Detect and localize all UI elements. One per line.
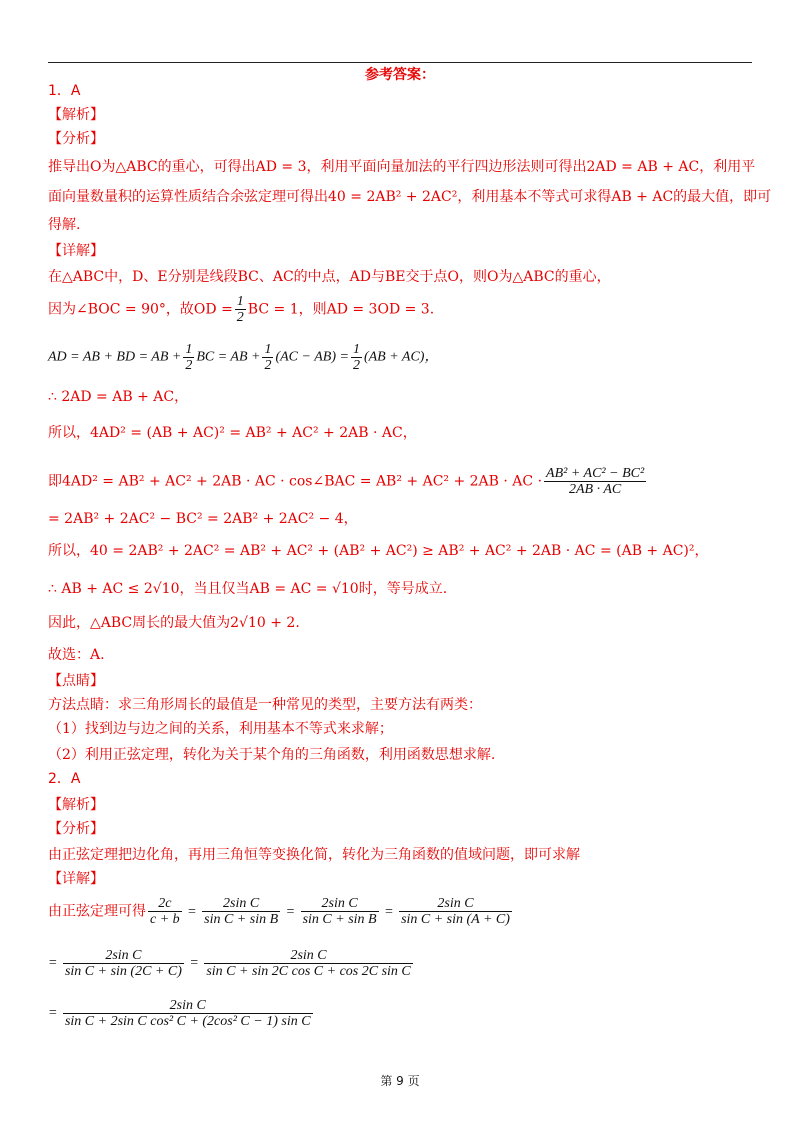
q1-detail-line-7: = 2AB² + 2AC² − BC² = 2AB² + 2AC² − 4， — [48, 511, 358, 527]
q1-analysis-line-1: 推导出O为△ABC的重心，可得出AD = 3，利用平面向量加法的平行四边形法则可得出2AD = AB + AC，利用平 — [48, 159, 756, 175]
q1-detail-line-10: 因此，△ABC周长的最大值为2√10 + 2. — [48, 615, 300, 631]
q1-d2-part-b: BC = 1，则AD = 3OD = 3. — [247, 301, 435, 318]
q1-d3-part-d: (AB + AC)， — [363, 349, 439, 365]
q1-d2-frac-den: 2 — [236, 310, 244, 325]
q1-tip-line-3: （2）利用正弦定理，转化为关于某个角的三角函数，利用函数思想求解. — [48, 747, 496, 763]
q1-detail-line-6 — [48, 466, 648, 497]
q1-xiangjie-tag: 【详解】 — [48, 243, 104, 259]
q2-e1-prefix: 由正弦定理可得 — [48, 903, 146, 920]
page-number: 第 9 页 — [380, 1074, 420, 1088]
answer-title: 参考答案： — [365, 67, 435, 83]
q1-analysis-line-3: 得解. — [48, 217, 81, 233]
header-rule — [48, 62, 752, 63]
q1-d6-part-a: 即4AD² = AB² + AC² + 2AB · AC · cos∠BAC = AB² + AC² + 2AB · AC · — [48, 473, 543, 490]
q2-e3-fraction-1: $\frac{\text{2sin C}}{\text{sin C + 2sin C cos² C + (2cos² C − 1) sin C}}$ — [64, 998, 311, 1029]
q1-d3-fraction-3: $\frac{1}{2}$ — [352, 342, 360, 373]
q1-d3-fraction-2: $\frac{1}{2}$ — [264, 342, 272, 373]
q1-fenxi-tag: 【分析】 — [48, 131, 104, 147]
q1-detail-line-8: 所以，40 = 2AB² + 2AC² = AB² + AC² + (AB² + AC²) ≥ AB² + AC² + 2AB · AC = (AB + AC)²， — [48, 543, 709, 559]
q1-d2-fraction — [235, 294, 246, 325]
q2-e1-fraction-1: $\frac{2c}{c + b}$ — [150, 896, 180, 927]
q2-number: 2．A — [48, 771, 81, 787]
q1-detail-line-11: 故选：A. — [48, 647, 105, 663]
q1-d6-frac-den: 2AB · AC — [568, 482, 622, 497]
q2-fenxi-tag: 【分析】 — [48, 821, 104, 837]
q2-equation-line-2: = $\frac{\text{2sin C}}{\text{sin C + sin (2C + C)}}$ = $\frac{\text{2sin C}}{\text{sin C + sin 2C cos C + cos 2C sin C}}$ — [48, 948, 411, 979]
q1-detail-line-1: 在△ABC中，D、E分别是线段BC、AC的中点，AD与BE交于点O，则O为△ABC的重心， — [48, 269, 611, 285]
q1-d6-fraction — [544, 466, 646, 497]
q2-e1-fraction-4: $\frac{\text{2sin C}}{\text{sin C + sin (A + C)}}$ — [401, 896, 510, 927]
q2-xiangjie-tag: 【详解】 — [48, 871, 104, 887]
q1-dianjing-tag: 【点睛】 — [48, 673, 104, 689]
q1-d3-part-c: (AC − AB) = — [275, 349, 349, 365]
q1-detail-line-3 — [48, 342, 438, 373]
q1-detail-line-9: ∴ AB + AC ≤ 2√10，当且仅当AB = AC = √10时，等号成立. — [48, 581, 448, 597]
q2-analysis-line-1: 由正弦定理把边化角，再用三角恒等变换化简，转化为三角函数的值域问题，即可求解 — [48, 847, 580, 863]
q2-jiexi-tag: 【解析】 — [48, 797, 104, 813]
q1-d2-frac-num: 1 — [236, 294, 244, 309]
q2-e1-fraction-3: $\frac{\text{2sin C}}{\text{sin C + sin B}}$ — [302, 896, 377, 927]
q1-analysis-line-2: 面向量数量积的运算性质结合余弦定理可得出40 = 2AB² + 2AC²，利用基本不等式可求得AB + AC的最大值，即可 — [48, 189, 772, 205]
q2-equation-line-1: 由正弦定理可得 $\frac{2c}{c + b}$ = $\frac{\text{2sin C}}{\text{sin C + sin B}}$ = $\frac{\text{2sin C}}{\text{sin C + sin B}}$ = $\frac{\text{2sin C}}{\text{sin C + sin (A + C)}}$ — [48, 896, 510, 927]
q1-d3-part-b: BC = AB + — [196, 349, 261, 365]
q2-equation-line-3: = $\frac{\text{2sin C}}{\text{sin C + 2sin C cos² C + (2cos² C − 1) sin C}}$ — [48, 998, 311, 1029]
q1-jiexi-tag: 【解析】 — [48, 107, 104, 123]
q1-d6-frac-num: AB² + AC² − BC² — [546, 466, 645, 481]
q2-e1-fraction-2: $\frac{\text{2sin C}}{\text{sin C + sin B}}$ — [204, 896, 279, 927]
q1-d3-part-a: AD = AB + BD = AB + — [48, 349, 182, 365]
q1-tip-line-2: （1）找到边与边之间的关系，利用基本不等式来求解； — [48, 721, 393, 737]
q1-detail-line-2 — [48, 294, 434, 325]
q1-tip-line-1: 方法点睛：求三角形周长的最值是一种常见的类型，主要方法有两类： — [48, 697, 482, 713]
q1-d3-fraction-1: $\frac{1}{2}$ — [185, 342, 193, 373]
q1-d2-part-a: 因为∠BOC = 90°，故OD = — [48, 301, 233, 318]
q1-detail-line-5: 所以，4AD² = (AB + AC)² = AB² + AC² + 2AB · AC， — [48, 425, 417, 441]
q1-number: 1．A — [48, 83, 81, 99]
q2-e2-fraction-1: $\frac{\text{2sin C}}{\text{sin C + sin (2C + C)}}$ — [64, 948, 182, 979]
q2-e2-fraction-2: $\frac{\text{2sin C}}{\text{sin C + sin 2C cos C + cos 2C sin C}}$ — [206, 948, 411, 979]
q1-detail-line-4: ∴ 2AD = AB + AC， — [48, 389, 189, 405]
